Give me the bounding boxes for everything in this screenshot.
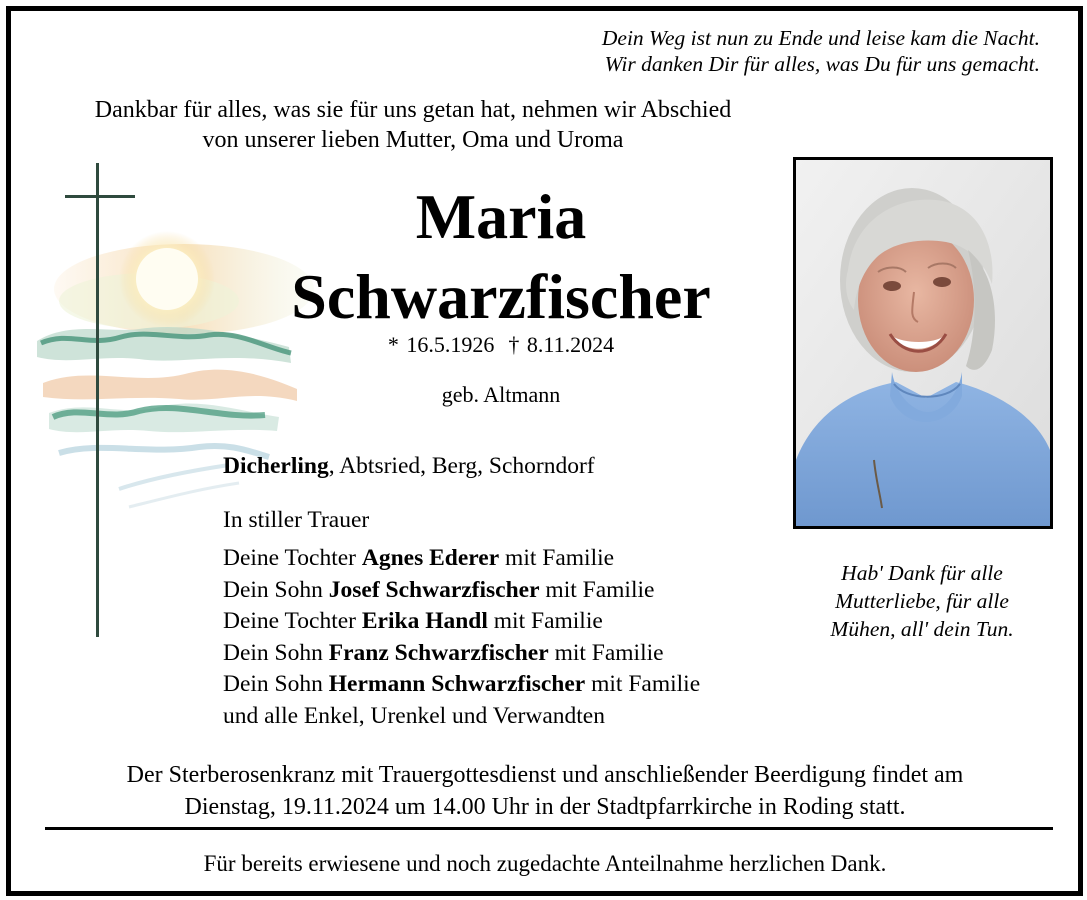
intro-line: von unserer lieben Mutter, Oma und Uroma xyxy=(202,127,624,153)
service-announcement xyxy=(33,759,1057,823)
relation: Dein Sohn xyxy=(223,576,329,603)
member-name: Erika Handl xyxy=(361,608,488,635)
member-name: Franz Schwarzfischer xyxy=(328,639,549,666)
motto-line: Wir danken Dir für alles, was Du für uns gemacht. xyxy=(604,52,1040,76)
family-closing: und alle Enkel, Urenkel und Verwandten xyxy=(223,702,605,729)
member-name: Agnes Ederer xyxy=(361,545,500,571)
mourners-intro: In stiller Trauer xyxy=(223,507,370,533)
death-date: † 8.11.2024 xyxy=(508,332,615,357)
other-places: , Abtsried, Berg, Schorndorf xyxy=(328,453,595,479)
life-dates xyxy=(281,331,721,359)
obituary-notice xyxy=(6,6,1083,896)
suffix: mit Familie xyxy=(487,608,603,635)
service-line: Der Sterberosenkranz mit Trauergottesdienst und anschließender Beerdigung findet am xyxy=(126,762,964,788)
relation: Dein Sohn xyxy=(223,671,329,698)
places xyxy=(223,451,595,481)
birth-date: * 16.5.1926 xyxy=(387,332,495,357)
family-member xyxy=(223,669,700,701)
portrait-illustration xyxy=(796,160,1050,526)
service-line: Dienstag, 19.11.2024 um 14.00 Uhr in der Stadtpfarrkirche in Roding statt. xyxy=(184,794,906,820)
suffix: mit Familie xyxy=(539,576,655,603)
family-member xyxy=(223,638,700,670)
suffix: mit Familie xyxy=(548,639,664,666)
quote-line: Hab' Dank für alle xyxy=(841,561,1003,585)
divider xyxy=(45,827,1053,830)
quote-line: Mühen, all' dein Tun. xyxy=(830,617,1014,641)
relation: Deine Tochter xyxy=(223,608,362,635)
member-name: Hermann Schwarzfischer xyxy=(328,671,586,698)
thanks-line: Für bereits erwiesene und noch zugedachte Anteilnahme herzlichen Dank. xyxy=(203,851,887,876)
quote-line: Mutterliebe, für alle xyxy=(835,589,1009,613)
family-member xyxy=(223,543,700,575)
cross-icon xyxy=(65,163,135,637)
family-member xyxy=(223,575,700,607)
intro-line: Dankbar für alles, was sie für uns getan hat, nehmen wir Abschied xyxy=(94,97,732,123)
closing-quote xyxy=(791,559,1053,643)
suffix: mit Familie xyxy=(499,545,615,571)
member-name: Josef Schwarzfischer xyxy=(328,576,540,603)
intro-text xyxy=(33,95,793,155)
last-name: Schwarzfischer xyxy=(291,261,711,332)
relation: Dein Sohn xyxy=(223,639,329,666)
main-place: Dicherling xyxy=(223,453,329,479)
sun-icon xyxy=(119,231,215,327)
family-member xyxy=(223,606,700,638)
relation: Deine Tochter xyxy=(223,545,362,571)
family-list xyxy=(223,543,700,733)
portrait-photo xyxy=(793,157,1053,529)
deceased-name xyxy=(221,177,781,337)
birth-name: geb. Altmann xyxy=(441,382,561,407)
suffix: mit Familie xyxy=(585,671,701,698)
first-name: Maria xyxy=(415,181,587,252)
motto-line: Dein Weg ist nun zu Ende und leise kam die Nacht. xyxy=(601,26,1040,50)
motto-verse xyxy=(602,25,1040,77)
